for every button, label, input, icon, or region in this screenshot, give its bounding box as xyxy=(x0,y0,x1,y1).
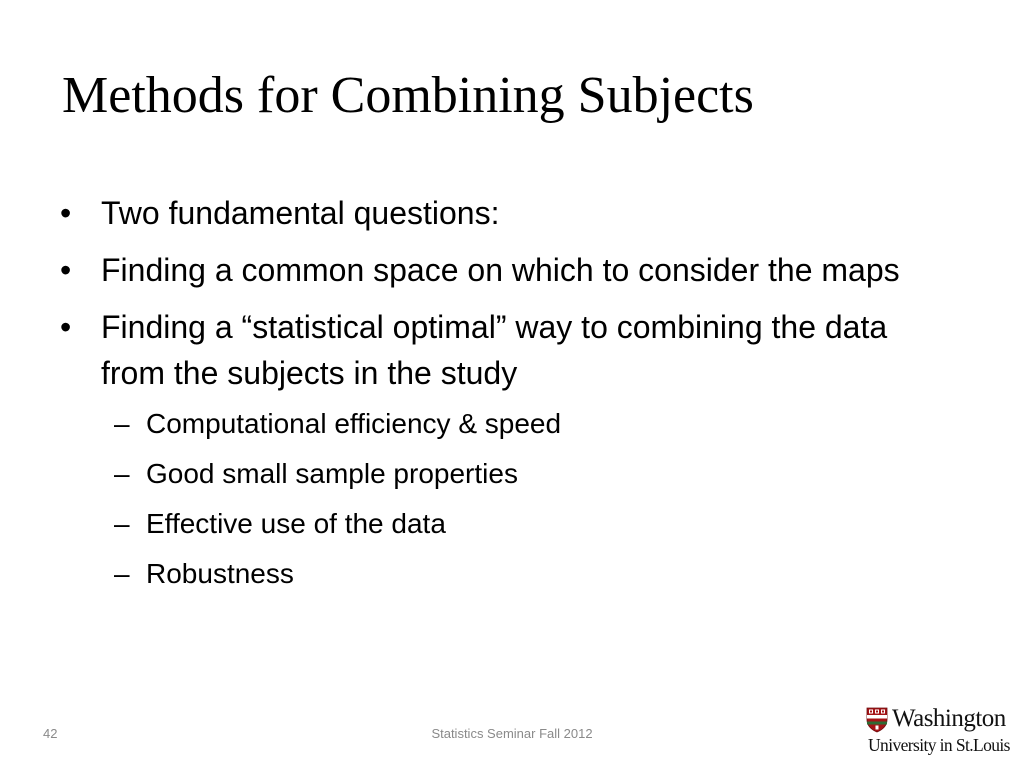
logo-line-2: University in St.Louis xyxy=(868,735,1010,755)
logo-line-1: Washington xyxy=(892,705,1006,732)
bullet-text: Two fundamental questions: xyxy=(101,195,500,231)
bullet-item xyxy=(60,247,960,293)
sub-bullet-text: Robustness xyxy=(146,558,294,589)
bullet-text: Finding a common space on which to consider the maps xyxy=(101,252,900,288)
sub-bullet-item xyxy=(60,407,960,441)
sub-bullet-text: Good small sample properties xyxy=(146,458,518,489)
sub-bullet-marker: – xyxy=(114,558,130,589)
slide-body xyxy=(60,190,960,607)
sub-bullet-marker: – xyxy=(114,408,130,439)
sub-bullet-text: Computational efficiency & speed xyxy=(146,408,562,439)
university-shield-icon xyxy=(866,707,888,733)
bullet-marker: • xyxy=(60,309,72,345)
slide-number: 42 xyxy=(43,726,58,741)
sub-bullet-marker: – xyxy=(114,508,130,539)
sub-bullet-item xyxy=(60,557,960,591)
footer-text: Statistics Seminar Fall 2012 xyxy=(431,726,593,741)
bullet-marker: • xyxy=(60,252,72,288)
sub-bullet-item xyxy=(60,457,960,491)
bullet-item xyxy=(60,304,960,396)
sub-bullet-marker: – xyxy=(114,458,130,489)
university-logo xyxy=(866,705,1024,761)
bullet-text: Finding a “statistical optimal” way to combining the data from the subjects in the study xyxy=(101,309,888,391)
slide-title: Methods for Combining Subjects xyxy=(62,67,754,124)
sub-bullet-text: Effective use of the data xyxy=(146,508,446,539)
bullet-item xyxy=(60,190,960,236)
sub-bullet-item xyxy=(60,507,960,541)
bullet-marker: • xyxy=(60,195,72,231)
